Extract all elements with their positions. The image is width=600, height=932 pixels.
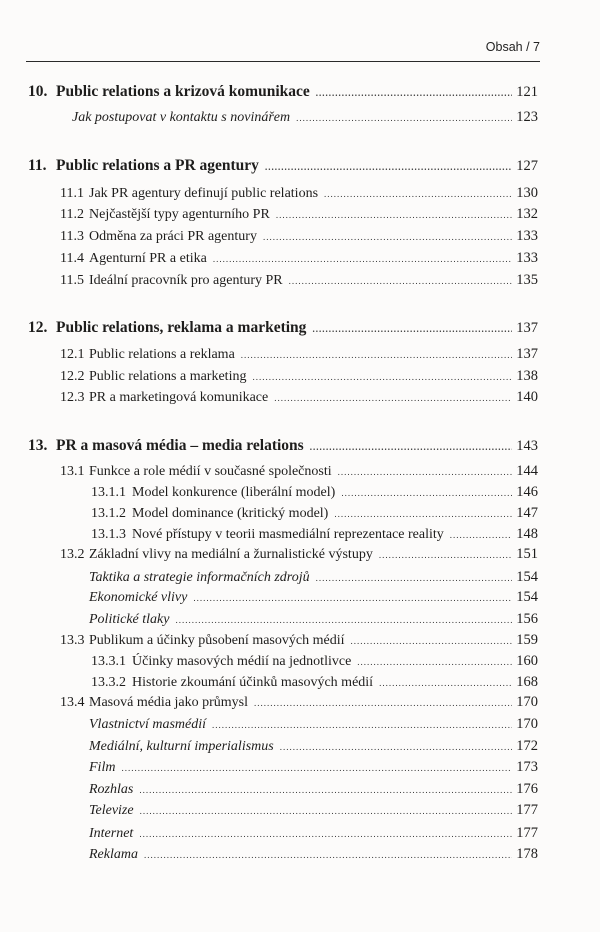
toc-entry-topic <box>89 612 538 627</box>
toc-entry-number: 13.1.3 <box>91 527 126 542</box>
toc-entry-title: Historie zkoumání účinků masových médií <box>132 675 374 690</box>
toc-entry-title: Odměna za práci PR agentury <box>89 229 257 244</box>
dot-leader <box>338 468 513 477</box>
dot-leader <box>316 574 513 583</box>
dot-leader <box>254 699 512 708</box>
toc-entry-title: Public relations a krizová komunikace <box>56 83 310 100</box>
toc-entry-title: Model konkurence (liberální model) <box>132 485 336 500</box>
toc-entry-page-number: 146 <box>516 484 538 500</box>
toc-entry-title: Nejčastější typy agenturního PR <box>89 207 270 222</box>
toc-entry-title: Základní vlivy na mediální a žurnalistické výstupy <box>89 547 373 562</box>
toc-entry-title: Public relations a PR agentury <box>56 157 259 174</box>
dot-leader <box>139 830 512 839</box>
dot-leader <box>379 679 512 688</box>
toc-entry-title: Ideální pracovník pro agentury PR <box>89 273 283 288</box>
toc-entry-section <box>60 186 538 201</box>
toc-entry-page-number: 130 <box>516 185 538 201</box>
dot-leader <box>296 114 512 123</box>
toc-entry-page-number: 178 <box>516 846 538 862</box>
toc-entry-page-number: 154 <box>516 569 538 585</box>
toc-entry-subsection <box>91 654 538 669</box>
toc-entry-page-number: 170 <box>516 716 538 732</box>
toc-entry-topic <box>89 590 538 605</box>
toc-entry-topic-indent <box>72 110 538 125</box>
toc-entry-section <box>60 464 538 479</box>
toc-entry-page-number: 177 <box>516 825 538 841</box>
toc-entry-section <box>60 273 538 288</box>
toc-entry-number: 11.4 <box>60 251 84 266</box>
dot-leader <box>121 764 512 773</box>
toc-entry-page-number: 121 <box>516 84 538 100</box>
toc-entry-chapter <box>28 320 538 336</box>
toc-entry-page-number: 133 <box>516 250 538 266</box>
running-head: Obsah / 7 <box>485 40 540 54</box>
toc-entry-page-number: 137 <box>516 346 538 362</box>
toc-entry-title: Reklama <box>89 847 138 862</box>
toc-entry-section <box>60 369 538 384</box>
toc-entry-number: 11.3 <box>60 229 84 244</box>
toc-entry-chapter <box>28 158 538 174</box>
toc-entry-topic <box>89 803 538 818</box>
dot-leader <box>139 786 512 795</box>
toc-entry-title: Film <box>89 760 116 775</box>
toc-entry-topic <box>89 760 538 775</box>
toc-entry-page-number: 159 <box>516 632 538 648</box>
toc-entry-page-number: 127 <box>516 158 538 174</box>
dot-leader <box>350 637 512 646</box>
toc-entry-number: 12.1 <box>60 347 85 362</box>
dot-leader <box>193 594 512 603</box>
toc-entry-section <box>60 229 538 244</box>
toc-entry-number: 11.5 <box>60 273 84 288</box>
toc-entry-number: 11. <box>28 157 47 174</box>
toc-entry-page-number: 172 <box>516 738 538 754</box>
toc-entry-section <box>60 633 538 648</box>
toc-entry-number: 12.3 <box>60 390 85 405</box>
toc-entry-page-number: 151 <box>516 546 538 562</box>
dot-leader <box>310 443 513 452</box>
toc-entry-title: Ekonomické vlivy <box>89 590 188 605</box>
dot-leader <box>316 89 512 98</box>
toc-entry-number: 11.1 <box>60 186 84 201</box>
dot-leader <box>324 190 512 199</box>
toc-entry-page-number: 156 <box>516 611 538 627</box>
toc-entry-topic <box>89 739 538 754</box>
toc-entry-number: 13.3.2 <box>91 675 126 690</box>
toc-entry-topic <box>89 717 538 732</box>
toc-entry-number: 13. <box>28 437 48 454</box>
toc-entry-title: Rozhlas <box>89 782 134 797</box>
dot-leader <box>289 277 513 286</box>
toc-entry-page-number: 176 <box>516 781 538 797</box>
toc-entry-topic <box>89 782 538 797</box>
toc-entry-title: Public relations a marketing <box>89 369 247 384</box>
toc-entry-number: 12.2 <box>60 369 85 384</box>
toc-entry-title: Internet <box>89 826 134 841</box>
dot-leader <box>175 616 512 625</box>
toc-entry-section <box>60 251 538 266</box>
toc-entry-page-number: 147 <box>516 505 538 521</box>
dot-leader <box>263 233 512 242</box>
toc-entry-number: 13.2 <box>60 547 85 562</box>
toc-entry-topic <box>89 570 538 585</box>
dot-leader <box>212 721 512 730</box>
dot-leader <box>265 163 512 172</box>
toc-entry-section <box>60 695 538 710</box>
toc-entry-page-number: 137 <box>516 320 538 336</box>
toc-entry-page-number: 133 <box>516 228 538 244</box>
toc-entry-page-number: 135 <box>516 272 538 288</box>
toc-entry-page-number: 138 <box>516 368 538 384</box>
toc-entry-subsection <box>91 675 538 690</box>
dot-leader <box>450 531 512 540</box>
dot-leader <box>213 255 512 264</box>
toc-entry-title: Účinky masových médií na jednotlivce <box>132 654 352 669</box>
toc-entry-title: Televize <box>89 803 134 818</box>
toc-entry-title: PR a masová média – media relations <box>56 437 304 454</box>
toc-entry-title: Agenturní PR a etika <box>89 251 207 266</box>
toc-entry-subsection <box>91 527 538 542</box>
toc-entry-page-number: 154 <box>516 589 538 605</box>
toc-entry-title: Jak PR agentury definují public relations <box>89 186 319 201</box>
toc-entry-page-number: 168 <box>516 674 538 690</box>
toc-entry-title: Model dominance (kritický model) <box>132 506 329 521</box>
toc-entry-page-number: 148 <box>516 526 538 542</box>
toc-entry-subsection <box>91 485 538 500</box>
toc-entry-title: Jak postupovat v kontaktu s novinářem <box>72 110 291 125</box>
toc-entry-page-number: 173 <box>516 759 538 775</box>
toc-entry-section <box>60 347 538 362</box>
toc-entry-page-number: 140 <box>516 389 538 405</box>
dot-leader <box>274 394 512 403</box>
dot-leader <box>241 351 512 360</box>
toc-entry-title: Funkce a role médií v současné společnosti <box>89 464 332 479</box>
toc-entry-page-number: 160 <box>516 653 538 669</box>
dot-leader <box>312 325 512 334</box>
toc-entry-number: 13.3.1 <box>91 654 126 669</box>
toc-entry-number: 13.4 <box>60 695 85 710</box>
toc-entry-title: PR a marketingová komunikace <box>89 390 269 405</box>
toc-entry-number: 13.1 <box>60 464 85 479</box>
toc-entry-title: Taktika a strategie informačních zdrojů <box>89 570 310 585</box>
toc-entry-title: Publikum a účinky působení masových médií <box>89 633 345 648</box>
toc-entry-page-number: 170 <box>516 694 538 710</box>
toc-entry-page-number: 143 <box>516 438 538 454</box>
dot-leader <box>140 807 513 816</box>
toc-entry-number: 13.1.2 <box>91 506 126 521</box>
toc-entry-subsection <box>91 506 538 521</box>
toc-entry-title: Masová média jako průmysl <box>89 695 249 710</box>
toc-entry-number: 11.2 <box>60 207 84 222</box>
toc-entry-number: 13.1.1 <box>91 485 126 500</box>
toc-entry-page-number: 144 <box>516 463 538 479</box>
toc-entry-page-number: 123 <box>516 109 538 125</box>
toc-entry-title: Public relations a reklama <box>89 347 235 362</box>
dot-leader <box>334 510 512 519</box>
dot-leader <box>379 551 512 560</box>
toc-entry-topic <box>89 847 538 862</box>
toc-entry-section <box>60 547 538 562</box>
toc-entry-page-number: 177 <box>516 802 538 818</box>
toc-entry-chapter <box>28 438 538 454</box>
toc-entry-title: Politické tlaky <box>89 612 170 627</box>
toc-entry-section <box>60 390 538 405</box>
toc-entry-number: 10. <box>28 83 48 100</box>
toc-entry-topic <box>89 826 538 841</box>
toc-entry-number: 12. <box>28 319 48 336</box>
dot-leader <box>341 489 512 498</box>
dot-leader <box>276 211 512 220</box>
toc-entry-title: Vlastnictví masmédií <box>89 717 207 732</box>
toc-entry-number: 13.3 <box>60 633 85 648</box>
dot-leader <box>144 851 512 860</box>
toc-entry-title: Nové přístupy v teorii masmediální reprezentace reality <box>132 527 444 542</box>
toc-entry-section <box>60 207 538 222</box>
dot-leader <box>280 743 513 752</box>
toc-entry-title: Public relations, reklama a marketing <box>56 319 307 336</box>
toc-entry-page-number: 132 <box>516 206 538 222</box>
toc-entry-title: Mediální, kulturní imperialismus <box>89 739 274 754</box>
toc-entry-chapter <box>28 84 538 100</box>
dot-leader <box>252 373 512 382</box>
dot-leader <box>357 658 512 667</box>
